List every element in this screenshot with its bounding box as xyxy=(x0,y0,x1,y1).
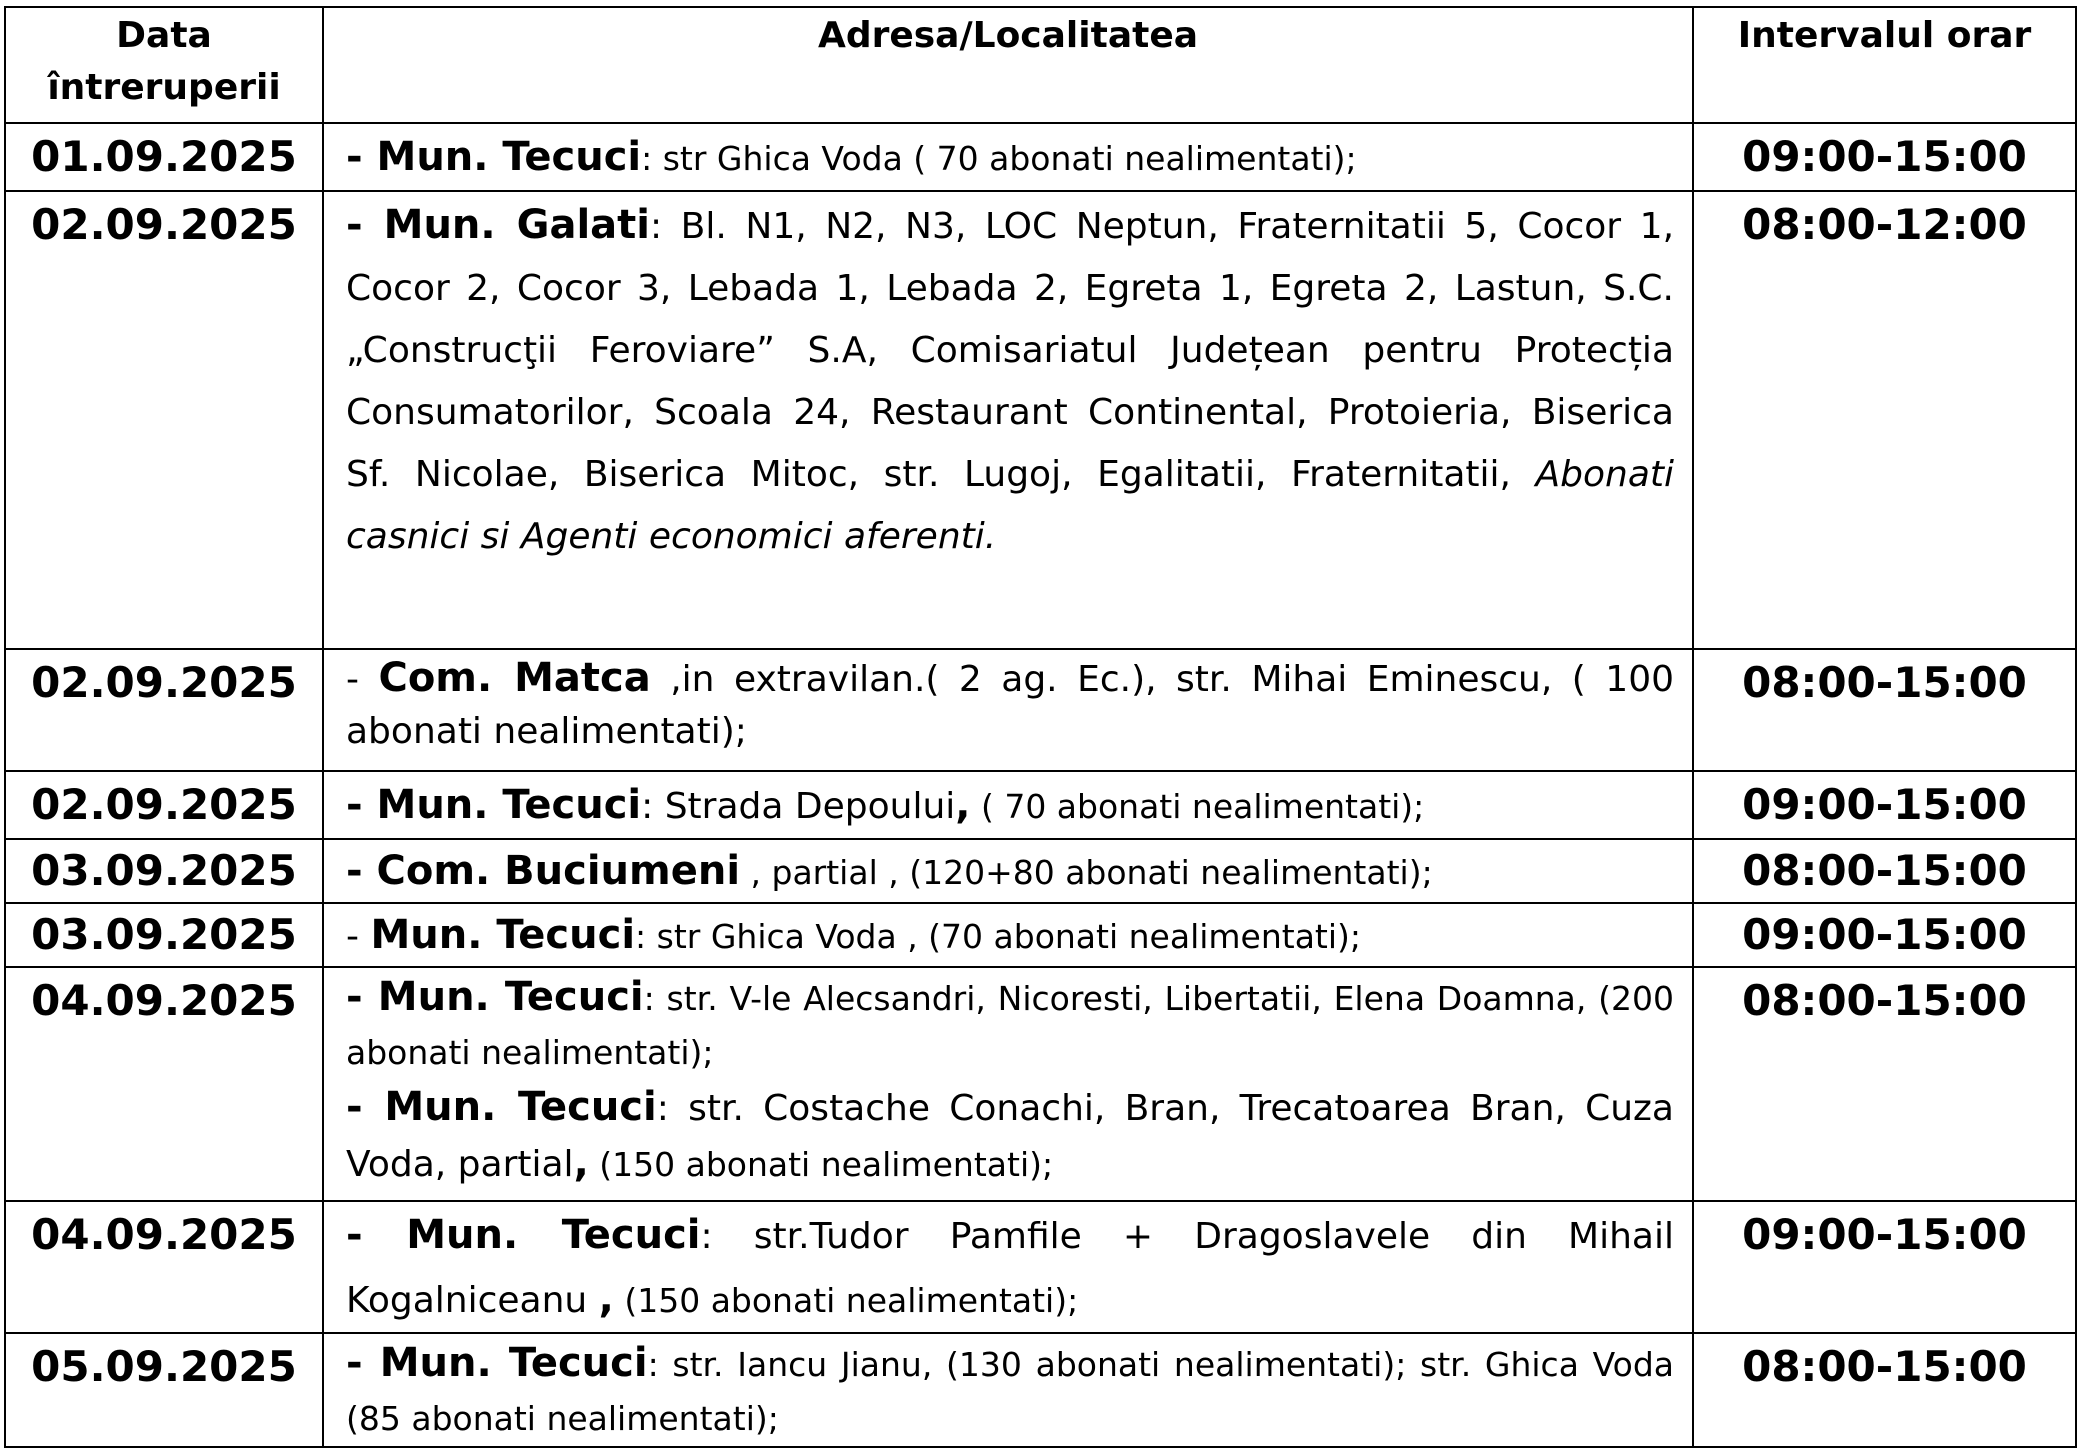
cell-address xyxy=(323,967,1693,1201)
address-details-bold: , xyxy=(598,1276,614,1322)
header-row xyxy=(5,7,2076,123)
table-header xyxy=(5,7,2076,123)
address-details: ,in extravilan.( 2 ag. Ec.), str. Mihai Eminescu, ( 100 abonati nealimentati); xyxy=(346,659,1675,752)
table-row xyxy=(5,839,2076,903)
cell-interval: 08:00-15:00 xyxy=(1693,1333,2076,1447)
locality: Com. Matca xyxy=(378,655,651,701)
cell-date: 02.09.2025 xyxy=(5,649,323,771)
cell-date: 03.09.2025 xyxy=(5,839,323,903)
address-details: : Bl. N1, N2, N3, LOC Neptun, Fraternitatii 5, Cocor 1, Cocor 2, Cocor 3, Lebada 1, Lebada 2, Egreta 1, Egreta 2, Lastun, S.C. „Construcţii Feroviare” S.A, Comisariatul Județean pentru Protecția Consumatorilor, Scoala 24, Restaurant Continental, Protoieria, Biserica Sf. Nicolae, Biserica Mitoc, str. Lugoj, Egalitatii, Fraternitatii, xyxy=(346,206,1675,495)
locality: Mun. Tecuci xyxy=(370,912,636,958)
locality: - Com. Buciumeni xyxy=(346,848,741,894)
cell-date: 02.09.2025 xyxy=(5,191,323,649)
cell-address xyxy=(323,123,1693,191)
cell-interval: 08:00-15:00 xyxy=(1693,649,2076,771)
table-row xyxy=(5,649,2076,771)
cell-interval: 08:00-12:00 xyxy=(1693,191,2076,649)
cell-date: 04.09.2025 xyxy=(5,967,323,1201)
locality: - Mun. Tecuci xyxy=(346,134,642,180)
cell-address xyxy=(323,1201,1693,1333)
locality: - Mun. Tecuci xyxy=(346,782,642,828)
address-details: : str. Costache Conachi, Bran, Trecatoarea Bran, Cuza Voda, partial xyxy=(346,1088,1674,1185)
table-row xyxy=(5,1333,2076,1447)
table-body xyxy=(5,123,2076,1447)
locality: - Mun. Tecuci xyxy=(346,1212,701,1258)
header-date: Data întreruperii xyxy=(5,7,323,123)
outage-schedule-table xyxy=(4,6,2077,1448)
table-row xyxy=(5,903,2076,967)
table-row xyxy=(5,1201,2076,1333)
address-details: : str.Tudor Pamfile + Dragoslavele din Mihail Kogalniceanu xyxy=(346,1216,1674,1321)
cell-date: 05.09.2025 xyxy=(5,1333,323,1447)
cell-interval: 09:00-15:00 xyxy=(1693,123,2076,191)
cell-date: 02.09.2025 xyxy=(5,771,323,839)
locality: - Mun. Galati xyxy=(346,202,650,248)
cell-interval: 09:00-15:00 xyxy=(1693,903,2076,967)
address-details: : str. Iancu Jianu, (130 abonati nealimentati); str. Ghica Voda (85 abonati nealimentati); xyxy=(346,1345,1674,1438)
cell-address xyxy=(323,771,1693,839)
cell-interval: 09:00-15:00 xyxy=(1693,1201,2076,1333)
address-details: : Strada Depoului xyxy=(641,786,956,827)
table-row xyxy=(5,967,2076,1201)
cell-date: 04.09.2025 xyxy=(5,1201,323,1333)
cell-date: 03.09.2025 xyxy=(5,903,323,967)
address-entry xyxy=(346,970,1674,1080)
cell-interval: 08:00-15:00 xyxy=(1693,839,2076,903)
locality: - Mun. Tecuci xyxy=(346,974,644,1020)
address-entry xyxy=(346,1080,1674,1192)
address-prefix: - xyxy=(346,659,379,700)
table-row xyxy=(5,771,2076,839)
cell-interval: 08:00-15:00 xyxy=(1693,967,2076,1201)
cell-address xyxy=(323,649,1693,771)
cell-address xyxy=(323,191,1693,649)
address-details: : str Ghica Voda , (70 abonati nealimentati); xyxy=(635,917,1362,956)
locality: - Mun. Tecuci xyxy=(346,1340,648,1386)
cell-interval: 09:00-15:00 xyxy=(1693,771,2076,839)
address-prefix: - xyxy=(346,916,371,957)
address-details-bold: , xyxy=(573,1140,589,1186)
address-details: : str. V-le Alecsandri, Nicoresti, Libertatii, Elena Doamna, (200 abonati nealimentati); xyxy=(346,979,1675,1072)
address-details-count: ( 70 abonati nealimentati); xyxy=(970,787,1425,826)
locality: - Mun. Tecuci xyxy=(346,1084,657,1130)
address-details-count: (150 abonati nealimentati); xyxy=(613,1281,1079,1320)
header-interval: Intervalul orar xyxy=(1693,7,2076,123)
address-details-bold: , xyxy=(955,782,971,828)
address-note: Abonati casnici si Agenti economici aferenti. xyxy=(346,454,1674,557)
cell-address xyxy=(323,839,1693,903)
address-details: , partial , (120+80 abonati nealimentati); xyxy=(740,853,1433,892)
table-row xyxy=(5,123,2076,191)
cell-date: 01.09.2025 xyxy=(5,123,323,191)
header-address: Adresa/Localitatea xyxy=(323,7,1693,123)
table-row xyxy=(5,191,2076,649)
address-details: : str Ghica Voda ( 70 abonati nealimentati); xyxy=(641,139,1357,178)
address-details-count: (150 abonati nealimentati); xyxy=(588,1145,1054,1184)
cell-address xyxy=(323,1333,1693,1447)
cell-address xyxy=(323,903,1693,967)
